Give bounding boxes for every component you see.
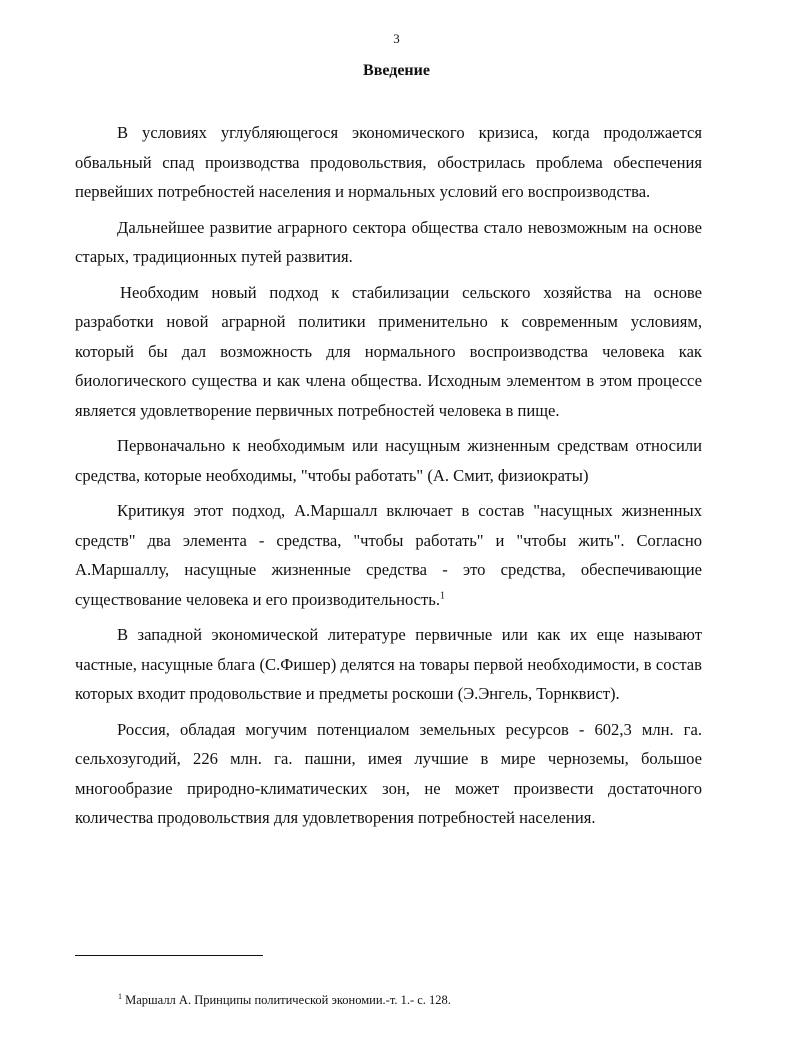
paragraph: Первоначально к необходимым или насущным жизненным средствам относили средства, которые необходимы, "чтобы работать" (А. Смит, физиократы): [75, 436, 702, 485]
section-title: Введение: [363, 62, 430, 79]
footnote-reference: 1: [440, 589, 445, 601]
footnote-separator: [75, 955, 263, 956]
paragraph: В западной экономической литературе первичные или как их еще называют частные, насущные блага (С.Фишер) делятся на товары первой необходимости, в состав которых входит продовольствие и предметы роскоши (Э.Энгель, Торнквист).: [75, 625, 702, 703]
footnote-text: Маршалл А. Принципы политической экономии.-т. 1.- с. 128.: [125, 993, 451, 1007]
paragraph: В условиях углубляющегося экономического кризиса, когда продолжается обвальный спад производства продовольствия, обострилась проблема обеспечения первейших потребностей населения и нормальных условий его воспроизводства.: [75, 123, 702, 201]
paragraph: Необходим новый подход к стабилизации сельского хозяйства на основе разработки новой аграрной политики применительно к современным условиям, который бы дал возможность для нормального воспроизводства человека как биологического существа и как члена общества. Исходным элементом в этом процессе является удовлетворение первичных потребностей человека в пище.: [75, 282, 702, 420]
footnote: [118, 993, 451, 1008]
body-text: [75, 118, 702, 839]
paragraph: Дальнейшее развитие аграрного сектора общества стало невозможным на основе старых, традиционных путей развития.: [75, 217, 702, 266]
paragraph-with-footnote: [75, 496, 702, 614]
paragraph: Россия, обладая могучим потенциалом земельных ресурсов - 602,3 млн. га. сельхозугодий, 226 млн. га. пашни, имея лучшие в мире черноземы, большое многообразие природно-климатических зон, не может произвести достаточного количества продовольствия для удовлетворения потребностей населения.: [75, 719, 702, 827]
footnote-marker: 1: [118, 991, 122, 1001]
paragraph-text: Критикуя этот подход, А.Маршалл включает в состав "насущных жизненных средств" два элемента - средства, "чтобы работать" и "чтобы жить". Согласно А.Маршаллу, насущные жизненные средства - это средства, обеспечивающие существование человека и его производительность.: [75, 501, 702, 609]
page-number: 3: [393, 31, 400, 46]
